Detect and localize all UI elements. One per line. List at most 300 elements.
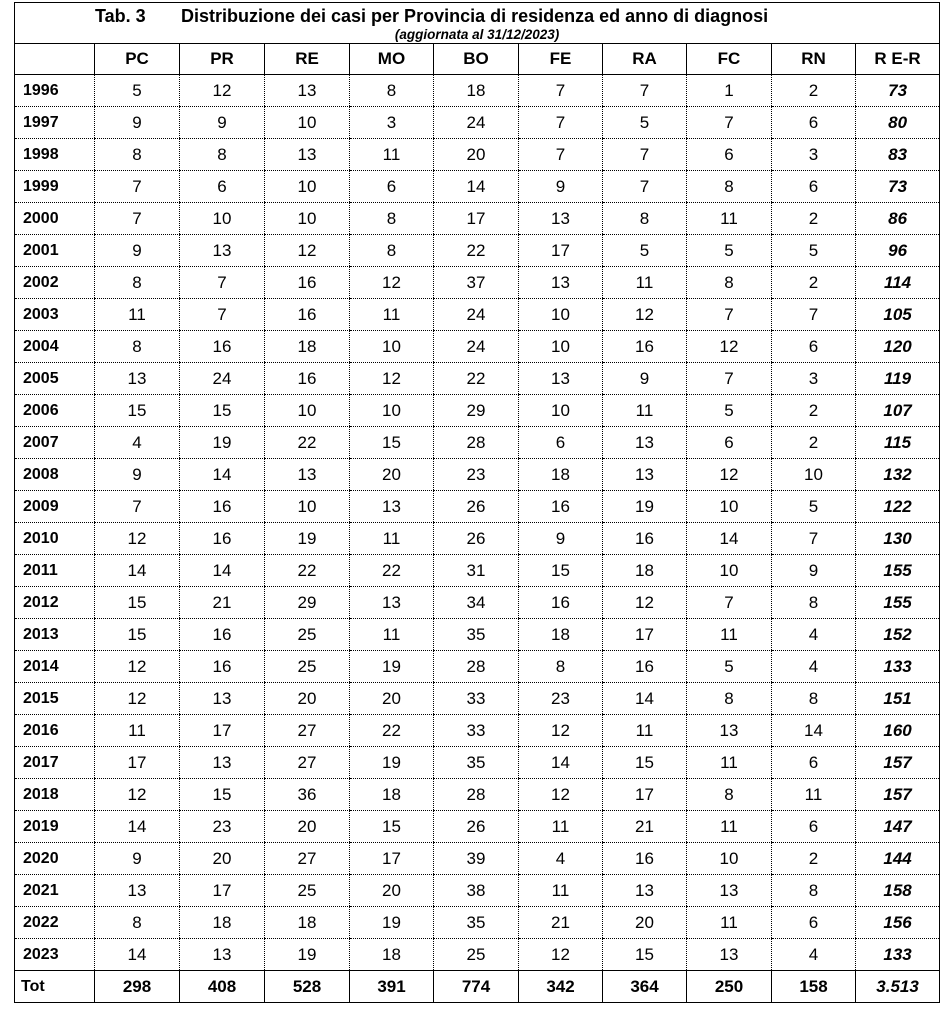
table-cell: 14: [434, 171, 519, 203]
table-cell: 7: [603, 139, 687, 171]
row-year: 2019: [15, 811, 95, 843]
table-cell: 11: [603, 267, 687, 299]
table-row: [15, 907, 940, 939]
table-cell: 16: [603, 651, 687, 683]
column-header-year: [15, 44, 95, 75]
table-cell: 19: [603, 491, 687, 523]
column-header: RA: [603, 44, 687, 75]
table-cell: 6: [772, 331, 856, 363]
total-cell: 250: [687, 971, 772, 1003]
table-cell: 25: [265, 619, 350, 651]
row-year: 2001: [15, 235, 95, 267]
table-row: [15, 587, 940, 619]
total-cell: 391: [350, 971, 434, 1003]
table-cell: 24: [434, 107, 519, 139]
table-cell: 13: [687, 875, 772, 907]
table-cell: 13: [95, 363, 180, 395]
row-year: 2013: [15, 619, 95, 651]
table-cell: 6: [772, 171, 856, 203]
table-cell: 12: [350, 363, 434, 395]
table-cell: 11: [350, 299, 434, 331]
table-cell: 9: [95, 843, 180, 875]
table-cell: 20: [350, 683, 434, 715]
table-cell: 8: [350, 203, 434, 235]
table-cell: 36: [265, 779, 350, 811]
table-cell: 8: [772, 683, 856, 715]
total-cell: 298: [95, 971, 180, 1003]
table-cell: 16: [265, 267, 350, 299]
table-cell: 2: [772, 75, 856, 107]
table-cell: 9: [95, 107, 180, 139]
row-year: 2008: [15, 459, 95, 491]
table-cell: 14: [95, 555, 180, 587]
table-cell: 11: [95, 715, 180, 747]
table-row: [15, 299, 940, 331]
table-cell: 29: [265, 587, 350, 619]
table-cell: 20: [180, 843, 265, 875]
table-cell: 7: [180, 267, 265, 299]
row-year: 2005: [15, 363, 95, 395]
table-row: [15, 171, 940, 203]
table-cell: 8: [687, 171, 772, 203]
row-total-cell: 120: [856, 331, 940, 363]
table-cell: 16: [603, 331, 687, 363]
table-cell: 17: [180, 875, 265, 907]
row-total-cell: 86: [856, 203, 940, 235]
table-cell: 5: [687, 651, 772, 683]
table-row: [15, 395, 940, 427]
column-header: BO: [434, 44, 519, 75]
table-row: [15, 427, 940, 459]
table-cell: 22: [265, 427, 350, 459]
row-year: 2009: [15, 491, 95, 523]
row-year: 2006: [15, 395, 95, 427]
table-cell: 15: [180, 395, 265, 427]
row-total-cell: 157: [856, 747, 940, 779]
table-row: [15, 811, 940, 843]
table-cell: 2: [772, 395, 856, 427]
table-cell: 19: [350, 747, 434, 779]
table-cell: 13: [519, 203, 603, 235]
table-cell: 8: [687, 267, 772, 299]
table-cell: 10: [265, 395, 350, 427]
table-cell: 17: [603, 779, 687, 811]
table-cell: 21: [603, 811, 687, 843]
table-cell: 13: [687, 715, 772, 747]
table-cell: 20: [265, 811, 350, 843]
table-cell: 22: [350, 715, 434, 747]
row-total-cell: 156: [856, 907, 940, 939]
row-year: 2021: [15, 875, 95, 907]
table-cell: 3: [772, 363, 856, 395]
table-cell: 21: [180, 587, 265, 619]
table-cell: 13: [603, 459, 687, 491]
table-cell: 19: [265, 523, 350, 555]
row-year: 2012: [15, 587, 95, 619]
table-cell: 7: [687, 107, 772, 139]
table-cell: 7: [180, 299, 265, 331]
cases-table: [14, 2, 940, 1003]
table-cell: 18: [350, 939, 434, 971]
table-cell: 23: [434, 459, 519, 491]
table-cell: 14: [519, 747, 603, 779]
table-cell: 7: [687, 363, 772, 395]
table-cell: 5: [95, 75, 180, 107]
table-cell: 28: [434, 427, 519, 459]
table-cell: 18: [265, 907, 350, 939]
table-row: [15, 779, 940, 811]
table-cell: 27: [265, 715, 350, 747]
table-cell: 5: [603, 107, 687, 139]
table-cell: 9: [180, 107, 265, 139]
table-cell: 14: [687, 523, 772, 555]
table-cell: 31: [434, 555, 519, 587]
table-cell: 16: [180, 651, 265, 683]
table-cell: 16: [265, 363, 350, 395]
table-cell: 13: [687, 939, 772, 971]
table-cell: 27: [265, 843, 350, 875]
column-header: FE: [519, 44, 603, 75]
table-cell: 11: [350, 139, 434, 171]
row-year: 2010: [15, 523, 95, 555]
table-cell: 33: [434, 715, 519, 747]
table-cell: 15: [519, 555, 603, 587]
table-cell: 26: [434, 811, 519, 843]
table-cell: 8: [687, 779, 772, 811]
table-row: [15, 747, 940, 779]
column-header-row: [15, 44, 940, 75]
row-total-cell: 155: [856, 555, 940, 587]
total-cell: 342: [519, 971, 603, 1003]
table-cell: 22: [434, 235, 519, 267]
table-cell: 9: [772, 555, 856, 587]
table-cell: 13: [265, 75, 350, 107]
table-cell: 19: [350, 651, 434, 683]
row-total-cell: 122: [856, 491, 940, 523]
table-cell: 15: [350, 811, 434, 843]
table-cell: 6: [772, 907, 856, 939]
row-total-cell: 107: [856, 395, 940, 427]
table-cell: 10: [265, 203, 350, 235]
table-cell: 17: [95, 747, 180, 779]
row-total-cell: 144: [856, 843, 940, 875]
table-cell: 10: [265, 491, 350, 523]
row-total-cell: 160: [856, 715, 940, 747]
table-cell: 5: [603, 235, 687, 267]
table-row: [15, 555, 940, 587]
table-cell: 27: [265, 747, 350, 779]
table-cell: 6: [180, 171, 265, 203]
table-cell: 29: [434, 395, 519, 427]
table-cell: 24: [434, 299, 519, 331]
row-year: 2000: [15, 203, 95, 235]
table-cell: 13: [180, 747, 265, 779]
table-cell: 37: [434, 267, 519, 299]
table-cell: 11: [350, 523, 434, 555]
table-cell: 10: [687, 843, 772, 875]
table-title-block: [15, 3, 940, 44]
table-cell: 24: [434, 331, 519, 363]
table-row: [15, 267, 940, 299]
column-header: RN: [772, 44, 856, 75]
table-cell: 9: [519, 523, 603, 555]
table-row: [15, 203, 940, 235]
table-cell: 19: [180, 427, 265, 459]
table-cell: 8: [95, 139, 180, 171]
row-total-cell: 132: [856, 459, 940, 491]
total-cell: 774: [434, 971, 519, 1003]
table-cell: 38: [434, 875, 519, 907]
table-cell: 17: [603, 619, 687, 651]
table-cell: 4: [519, 843, 603, 875]
column-header: RE: [265, 44, 350, 75]
table-cell: 13: [603, 427, 687, 459]
row-total-cell: 151: [856, 683, 940, 715]
table-cell: 10: [687, 555, 772, 587]
table-cell: 5: [772, 235, 856, 267]
table-cell: 8: [350, 75, 434, 107]
row-year: 2004: [15, 331, 95, 363]
table-cell: 12: [95, 651, 180, 683]
table-cell: 12: [95, 683, 180, 715]
table-cell: 12: [350, 267, 434, 299]
table-cell: 13: [519, 363, 603, 395]
table-cell: 13: [350, 587, 434, 619]
row-year: 1996: [15, 75, 95, 107]
table-cell: 26: [434, 491, 519, 523]
row-year: 2020: [15, 843, 95, 875]
table-cell: 6: [772, 811, 856, 843]
table-cell: 7: [772, 523, 856, 555]
row-total-cell: 119: [856, 363, 940, 395]
table-cell: 11: [687, 619, 772, 651]
row-year: 2014: [15, 651, 95, 683]
row-total-cell: 133: [856, 939, 940, 971]
table-cell: 7: [519, 139, 603, 171]
table-cell: 16: [180, 619, 265, 651]
row-year: 2016: [15, 715, 95, 747]
row-total-cell: 73: [856, 75, 940, 107]
table-cell: 15: [95, 395, 180, 427]
table-cell: 18: [434, 75, 519, 107]
table-cell: 8: [95, 907, 180, 939]
row-total-cell: 96: [856, 235, 940, 267]
table-cell: 12: [687, 459, 772, 491]
table-cell: 7: [772, 299, 856, 331]
row-year: 2017: [15, 747, 95, 779]
table-cell: 12: [180, 75, 265, 107]
table-cell: 18: [603, 555, 687, 587]
table-cell: 14: [95, 939, 180, 971]
table-cell: 15: [180, 779, 265, 811]
table-cell: 22: [350, 555, 434, 587]
table-cell: 9: [603, 363, 687, 395]
row-year: 2002: [15, 267, 95, 299]
table-cell: 25: [265, 651, 350, 683]
table-cell: 13: [180, 683, 265, 715]
table-cell: 18: [180, 907, 265, 939]
table-row: [15, 715, 940, 747]
table-cell: 1: [687, 75, 772, 107]
table-cell: 23: [180, 811, 265, 843]
table-cell: 7: [95, 171, 180, 203]
table-cell: 7: [687, 299, 772, 331]
table-cell: 2: [772, 267, 856, 299]
table-cell: 10: [687, 491, 772, 523]
table-cell: 10: [519, 331, 603, 363]
table-cell: 39: [434, 843, 519, 875]
table-row: [15, 843, 940, 875]
table-cell: 6: [350, 171, 434, 203]
table-cell: 11: [603, 715, 687, 747]
table-cell: 13: [603, 875, 687, 907]
table-cell: 13: [180, 939, 265, 971]
table-cell: 5: [687, 395, 772, 427]
table-cell: 9: [95, 235, 180, 267]
table-cell: 14: [95, 811, 180, 843]
table-cell: 7: [687, 587, 772, 619]
row-total-cell: 115: [856, 427, 940, 459]
table-cell: 22: [434, 363, 519, 395]
table-cell: 13: [350, 491, 434, 523]
table-cell: 13: [180, 235, 265, 267]
table-cell: 12: [519, 939, 603, 971]
table-cell: 15: [95, 619, 180, 651]
table-row: [15, 491, 940, 523]
table-cell: 20: [350, 875, 434, 907]
table-cell: 8: [95, 331, 180, 363]
table-cell: 12: [603, 299, 687, 331]
row-total-cell: 133: [856, 651, 940, 683]
table-cell: 4: [772, 651, 856, 683]
table-cell: 20: [434, 139, 519, 171]
table-cell: 8: [180, 139, 265, 171]
total-cell: 528: [265, 971, 350, 1003]
table-cell: 13: [265, 139, 350, 171]
table-cell: 23: [519, 683, 603, 715]
table-cell: 17: [519, 235, 603, 267]
table-cell: 10: [265, 107, 350, 139]
column-header: R E-R: [856, 44, 940, 75]
table-cell: 16: [180, 491, 265, 523]
table-cell: 9: [519, 171, 603, 203]
row-year: 2011: [15, 555, 95, 587]
table-cell: 16: [519, 587, 603, 619]
table-cell: 14: [772, 715, 856, 747]
table-cell: 28: [434, 779, 519, 811]
table-title: Distribuzione dei casi per Provincia di residenza ed anno di diagnosi: [181, 6, 769, 26]
table-cell: 2: [772, 843, 856, 875]
table-cell: 10: [772, 459, 856, 491]
table-cell: 4: [95, 427, 180, 459]
table-cell: 11: [687, 747, 772, 779]
total-cell: 408: [180, 971, 265, 1003]
row-year: 1999: [15, 171, 95, 203]
table-cell: 16: [603, 843, 687, 875]
table-cell: 7: [95, 203, 180, 235]
row-total-cell: 152: [856, 619, 940, 651]
table-cell: 3: [350, 107, 434, 139]
table-cell: 12: [519, 715, 603, 747]
table-row: [15, 523, 940, 555]
table-row: [15, 235, 940, 267]
table-cell: 12: [603, 587, 687, 619]
table-cell: 2: [772, 427, 856, 459]
table-cell: 26: [434, 523, 519, 555]
table-cell: 2: [772, 203, 856, 235]
row-total-cell: 155: [856, 587, 940, 619]
table-cell: 22: [265, 555, 350, 587]
table-cell: 6: [687, 427, 772, 459]
table-cell: 3: [772, 139, 856, 171]
table-row: [15, 459, 940, 491]
table-cell: 19: [265, 939, 350, 971]
table-cell: 12: [687, 331, 772, 363]
table-cell: 9: [95, 459, 180, 491]
table-cell: 14: [603, 683, 687, 715]
table-cell: 34: [434, 587, 519, 619]
table-row: [15, 651, 940, 683]
row-total-cell: 114: [856, 267, 940, 299]
row-year: 2007: [15, 427, 95, 459]
table-cell: 4: [772, 939, 856, 971]
table-cell: 35: [434, 907, 519, 939]
row-year: 2003: [15, 299, 95, 331]
table-cell: 8: [519, 651, 603, 683]
table-row: [15, 139, 940, 171]
row-year: 2018: [15, 779, 95, 811]
table-cell: 8: [95, 267, 180, 299]
row-total-cell: 158: [856, 875, 940, 907]
table-cell: 15: [603, 939, 687, 971]
table-cell: 14: [180, 459, 265, 491]
table-cell: 15: [603, 747, 687, 779]
table-cell: 18: [519, 459, 603, 491]
table-cell: 4: [772, 619, 856, 651]
table-cell: 28: [434, 651, 519, 683]
table-row: [15, 363, 940, 395]
table-cell: 11: [519, 811, 603, 843]
table-row: [15, 75, 940, 107]
row-total-cell: 83: [856, 139, 940, 171]
table-cell: 15: [95, 587, 180, 619]
table-cell: 6: [772, 747, 856, 779]
table-cell: 13: [95, 875, 180, 907]
table-cell: 6: [687, 139, 772, 171]
table-cell: 10: [519, 395, 603, 427]
table-cell: 7: [603, 171, 687, 203]
table-cell: 8: [603, 203, 687, 235]
table-cell: 16: [265, 299, 350, 331]
table-row: [15, 875, 940, 907]
table-cell: 17: [434, 203, 519, 235]
table-cell: 10: [350, 331, 434, 363]
row-total-cell: 157: [856, 779, 940, 811]
table-body: [15, 75, 940, 1003]
table-cell: 7: [95, 491, 180, 523]
table-cell: 25: [434, 939, 519, 971]
table-cell: 10: [265, 171, 350, 203]
table-cell: 18: [265, 331, 350, 363]
table-container: [14, 2, 939, 1003]
table-cell: 16: [519, 491, 603, 523]
grand-total-cell: 3.513: [856, 971, 940, 1003]
row-total-cell: 147: [856, 811, 940, 843]
table-cell: 6: [519, 427, 603, 459]
row-year: 2015: [15, 683, 95, 715]
table-cell: 12: [265, 235, 350, 267]
row-year: 2023: [15, 939, 95, 971]
